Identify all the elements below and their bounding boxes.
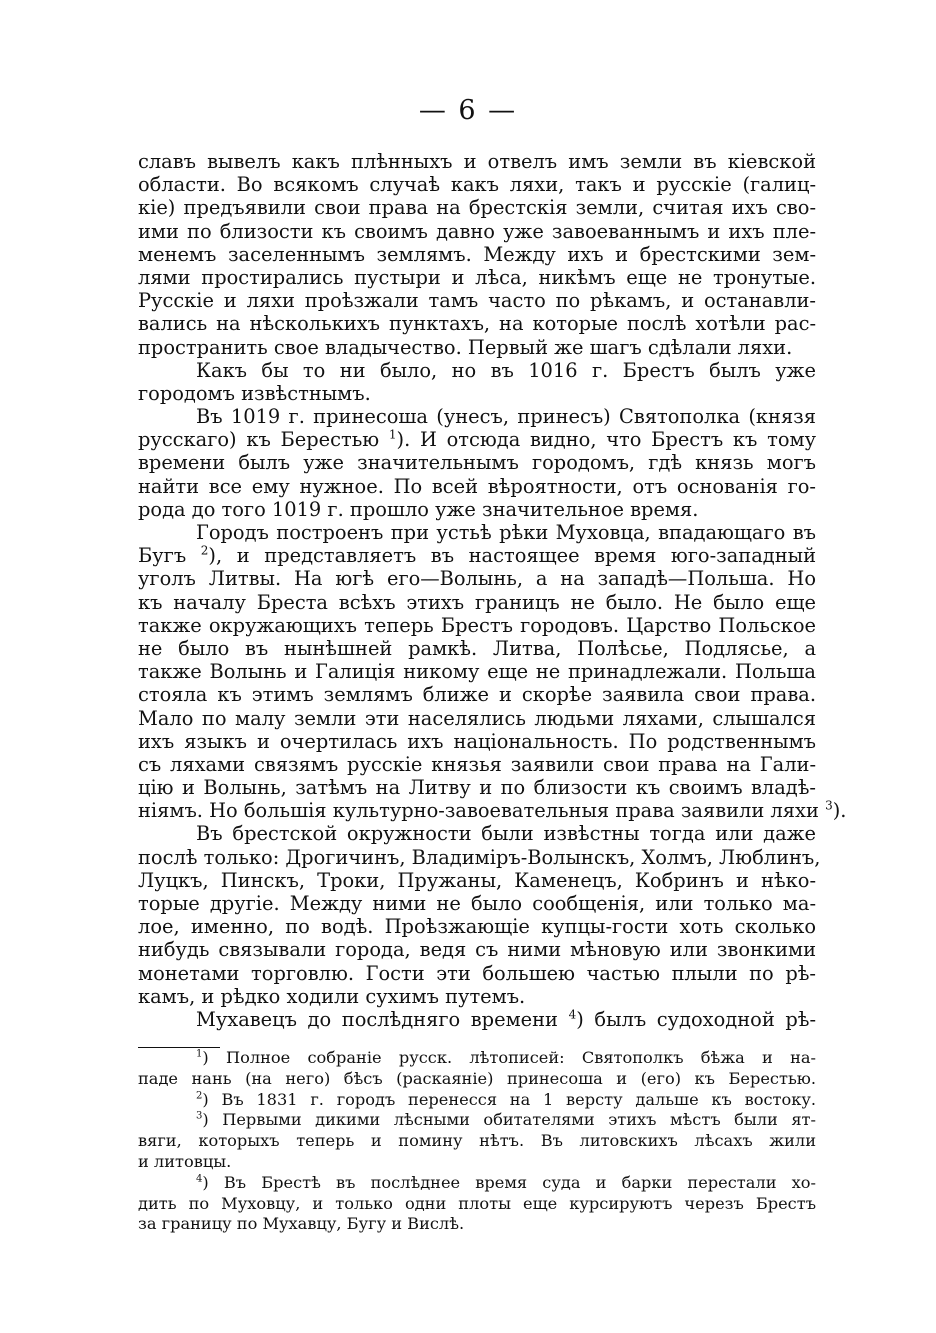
paragraph — [138, 521, 847, 823]
text-line: Бугъ $^2$), и представляетъ въ настоящее время юго-западный — [138, 543, 816, 568]
paragraph — [138, 1008, 816, 1031]
text-line: послѣ только: Дрогичинъ, Владиміръ-Волынскъ, Холмъ, Люблинъ, — [138, 845, 821, 869]
text-line: рода до того 1019 г. прошло уже значительное время. — [138, 497, 699, 521]
text-line: Мало по малу земли эти населялись людьми ляхами, слышался — [138, 706, 816, 730]
text-line: кіе) предъявили свои права на брестскія земли, считая ихъ сво- — [138, 196, 816, 220]
text-fragment: , и представляетъ въ настоящее время юго-западный — [216, 544, 816, 568]
text-line: русскаго) къ Берестью $^1$). И отсюда видно, что Брестъ къ тому — [138, 427, 816, 452]
text-line: Луцкъ, Пинскъ, Троки, Пружаны, Каменецъ, Кобринъ и нѣко- — [138, 868, 816, 892]
footnote-ref: 1 — [388, 427, 397, 442]
text-line: съ ляхами связямъ русскіе князья заявили свои права на Гали- — [138, 752, 816, 776]
text-fragment: . И отсюда видно, что Брестъ къ тому — [404, 428, 816, 452]
footnote-line: паде нань (на него) бѣсъ (раскаяніе) принесоша и (его) къ Берестью. — [138, 1068, 816, 1088]
text-line: найти все ему нужное. По всей вѣроятности, отъ основанія го- — [138, 474, 816, 498]
text-line: Русскіе и ляхи проѣзжали тамъ часто по рѣкамъ, и останавли- — [138, 289, 816, 313]
text-fragment: ніямъ. Но большія культурно-завоевательныя права заявили ляхи — [138, 799, 819, 823]
text-line: торые другіе. Между ними не было сообщенія, или только ма- — [138, 892, 816, 915]
text-fragment: былъ судоходной рѣ- — [583, 1007, 816, 1031]
text-line: цію и Волынь, затѣмъ на Литву и по близости къ своимъ владѣ- — [138, 776, 816, 800]
text-line: времени былъ уже значительнымъ городомъ, гдѣ князь могъ — [138, 451, 816, 475]
footnote-line: $^4$) Въ Брестѣ въ послѣднее время суда и барки перестали хо- — [196, 1172, 816, 1192]
paragraph — [138, 150, 816, 359]
footnote-line: $^3$) Первыми дикими лѣсными обитателями этихъ мѣстъ были ят- — [196, 1110, 816, 1130]
footnote — [138, 1090, 816, 1111]
text-line: стояла къ этимъ землямъ ближе и скорѣе заявила свои права. — [138, 683, 816, 707]
text-line: Мухавецъ до послѣдняго времени $^4$) былъ судоходной рѣ- — [196, 1007, 816, 1031]
text-line: ихъ языкъ и очертилась ихъ національность. По родственнымъ — [138, 729, 816, 753]
text-line: камъ, и рѣдко ходили сухимъ путемъ. — [138, 984, 526, 1008]
paragraph — [138, 359, 816, 405]
text-line: Въ 1019 г. принесоша (унесъ, принесъ) Святополка (князя — [196, 405, 816, 429]
paragraph — [138, 405, 816, 521]
footnote-line: $^1$) Полное собраніе русск. лѣтописей: Святополкъ бѣжа и на- — [196, 1048, 816, 1067]
footnote-marker: 4 — [196, 1173, 203, 1185]
text-line: не было въ нынѣшней рамкѣ. Литва, Полѣсье, Подлясье, а — [138, 636, 816, 660]
footnote — [138, 1110, 816, 1172]
text-fragment: Полное собраніе русск. лѣтописей: Святополкъ бѣжа и на- — [225, 1048, 816, 1067]
footnote-marker: 2 — [196, 1090, 203, 1102]
text-line: уголъ Литвы. На югѣ его—Волынь, а на западѣ—Польша. Но — [138, 567, 816, 591]
footnote-line: за границу по Мухавцу, Бугу и Вислѣ. — [138, 1214, 465, 1234]
text-line: пространить свое владычество. Первый же шагъ сдѣлали ляхи. — [138, 335, 793, 359]
footnote — [138, 1173, 816, 1235]
text-line: области. Во всякомъ случаѣ какъ ляхи, такъ и русскіе (галиц- — [138, 173, 816, 197]
text-line: городомъ извѣстнымъ. — [138, 381, 371, 405]
footnote-marker: 1 — [196, 1048, 203, 1060]
text-line: вались на нѣсколькихъ пунктахъ, на которые послѣ хотѣли рас- — [138, 312, 816, 336]
text-line: менемъ заселеннымъ землямъ. Между ихъ и брестскими зем- — [138, 242, 816, 266]
footnote-line: вяги, которыхъ теперь и помину нѣтъ. Въ литовскихъ лѣсахъ жили — [138, 1131, 816, 1151]
paragraph — [138, 822, 821, 1008]
text-line: Городъ построенъ при устьѣ рѣки Муховца, впадающаго въ — [196, 521, 816, 544]
footnote-ref: 3 — [825, 798, 833, 813]
footnote-ref: 2 — [200, 543, 209, 558]
text-line: славъ вывелъ какъ плѣнныхъ и отвелъ имъ земли въ кіевской — [138, 150, 816, 173]
footnotes — [138, 1048, 816, 1235]
text-fragment: Бугъ — [138, 544, 187, 568]
text-fragment: Мухавецъ до послѣдняго времени — [196, 1007, 558, 1031]
text-line: нибудь связывали города, ведя съ ними мѣновую или звонкими — [138, 938, 816, 962]
text-line: лями простирались пустыри и лѣса, никѣмъ еще не тронутые. — [138, 265, 816, 289]
footnote-marker: 3 — [196, 1111, 203, 1122]
text-fragment: Первыми дикими лѣсными обитателями этихъ мѣстъ были ят- — [222, 1110, 816, 1130]
text-line: ніямъ. Но большія культурно-завоевательныя права заявили ляхи $^3$). — [138, 798, 847, 823]
text-line: также Волынь и Галиція никому еще не принадлежали. Польша — [138, 660, 816, 684]
footnote-ref: 4 — [568, 1007, 577, 1022]
footnote-line: и литовцы. — [138, 1151, 232, 1171]
footnote — [138, 1048, 816, 1090]
text-line: къ началу Бреста всѣхъ этихъ границъ не было. Не было еще — [138, 590, 816, 614]
text-fragment: Въ 1831 г. городъ перенесся на 1 версту дальше къ востоку. — [221, 1089, 816, 1109]
page-number: — 6 — — [418, 95, 518, 126]
text-line: Какъ бы то ни было, но въ 1016 г. Брестъ былъ уже — [196, 358, 816, 382]
text-line: лое, именно, по водѣ. Проѣзжающіе купцы-гости хоть сколько — [138, 915, 816, 939]
text-line: Въ брестской окружности были извѣстны тогда или даже — [196, 822, 816, 846]
text-line: также окружающихъ теперь Брестъ городовъ. Царство Польское — [138, 613, 816, 637]
text-line: монетами торговлю. Гости эти большею частью плыли по рѣ- — [138, 961, 816, 985]
main-text — [138, 150, 847, 1031]
text-fragment: русскаго) къ Берестью — [138, 428, 380, 452]
footnote-line: $^2$) Въ 1831 г. городъ перенесся на 1 версту дальше къ востоку. — [196, 1089, 816, 1109]
text-line: ими по близости къ своимъ давно уже завоеваннымъ и ихъ пле- — [138, 219, 816, 243]
text-fragment: Въ Брестѣ въ послѣднее время суда и барки перестали хо- — [223, 1172, 816, 1192]
footnote-line: дить по Муховцу, и только одни плоты еще курсируютъ черезъ Брестъ — [138, 1193, 816, 1213]
